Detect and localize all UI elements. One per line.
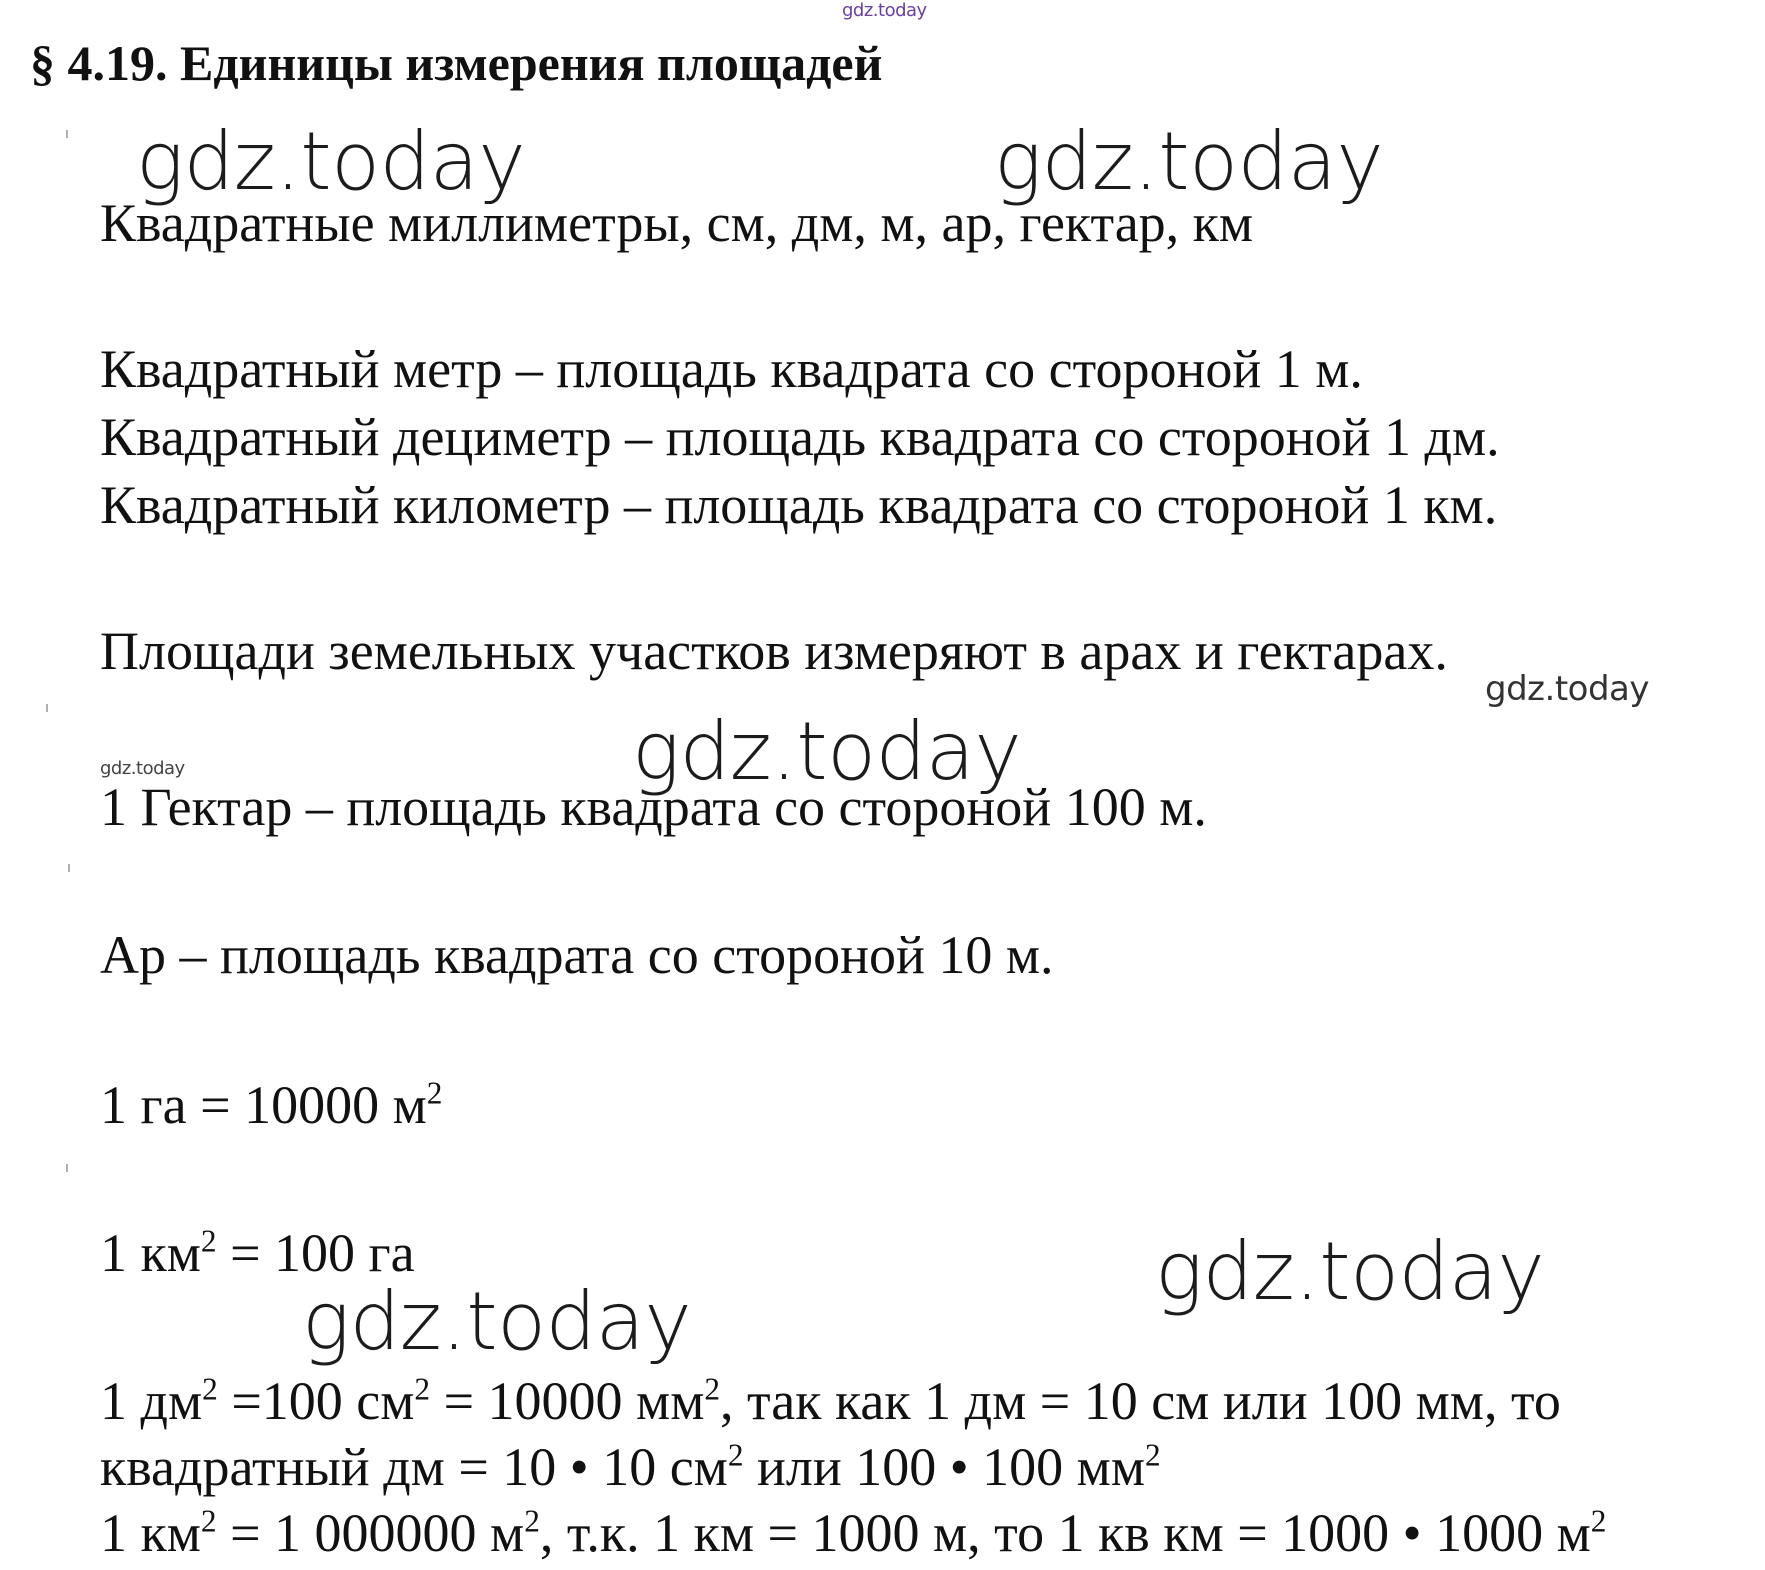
watermark: gdz.today: [1155, 1225, 1545, 1318]
formula-text: = 10000 мм: [430, 1371, 705, 1431]
scan-speck: [66, 130, 68, 138]
formula-dm: [100, 1371, 1561, 1431]
formula-text: 1 га = 10000 м: [100, 1075, 427, 1135]
watermark-top: gdz.today: [842, 0, 927, 21]
land-measure-line: Площади земельных участков измеряют в арах и гектарах.: [100, 621, 1448, 681]
formula-text: 1 дм: [100, 1371, 203, 1431]
watermark: gdz.today: [632, 705, 1022, 798]
superscript: 2: [200, 1503, 217, 1539]
formula-text: 1 км: [100, 1223, 201, 1283]
formula-km-m: [100, 1503, 1607, 1563]
superscript: 2: [524, 1503, 540, 1539]
hectare-line: 1 Гектар – площадь квадрата со стороной 100 м.: [100, 777, 1207, 837]
scan-speck: [68, 864, 70, 872]
sq-kilometer-line: Квадратный километр – площадь квадрата со стороной 1 км.: [100, 475, 1498, 535]
formula-text: , так как 1 дм = 10 см или 100 мм, то: [720, 1371, 1561, 1431]
formula-text: = 100 га: [216, 1223, 415, 1283]
watermark: gdz.today: [302, 1275, 692, 1368]
scan-speck: [46, 704, 48, 712]
formula-text: = 1 000000 м: [216, 1503, 525, 1563]
scan-speck: [66, 1164, 68, 1172]
sq-meter-line: Квадратный метр – площадь квадрата со стороной 1 м.: [100, 339, 1363, 399]
watermark: gdz.today: [994, 115, 1384, 208]
superscript: 2: [414, 1371, 431, 1407]
formula-text: квадратный дм = 10 • 10 см: [100, 1437, 728, 1497]
superscript: 2: [426, 1075, 443, 1111]
formula-dm-continued: [100, 1437, 1161, 1497]
formula-text: =100 см: [217, 1371, 415, 1431]
superscript: 2: [727, 1437, 744, 1473]
superscript: 2: [704, 1371, 721, 1407]
watermark: gdz.today: [1485, 669, 1649, 709]
superscript: 2: [1590, 1503, 1607, 1539]
are-line: Ар – площадь квадрата со стороной 10 м.: [100, 925, 1054, 985]
formula-km-hectare: [100, 1223, 415, 1283]
formula-text: 1 км: [100, 1503, 201, 1563]
formula-text: , т.к. 1 км = 1000 м, то 1 кв км = 1000 • 1000 м: [539, 1503, 1591, 1563]
superscript: 2: [1145, 1437, 1161, 1473]
units-list-line: Квадратные миллиметры, см, дм, м, ар, гектар, км: [100, 193, 1254, 253]
watermark: gdz.today: [100, 758, 185, 779]
superscript: 2: [200, 1223, 217, 1259]
superscript: 2: [202, 1371, 218, 1407]
formula-text: или 100 • 100 мм: [743, 1437, 1146, 1497]
formula-hectare: [100, 1075, 443, 1135]
sq-decimeter-line: Квадратный дециметр – площадь квадрата со стороной 1 дм.: [100, 407, 1500, 467]
watermark: gdz.today: [136, 115, 526, 208]
section-heading: § 4.19. Единицы измерения площадей: [30, 35, 883, 91]
